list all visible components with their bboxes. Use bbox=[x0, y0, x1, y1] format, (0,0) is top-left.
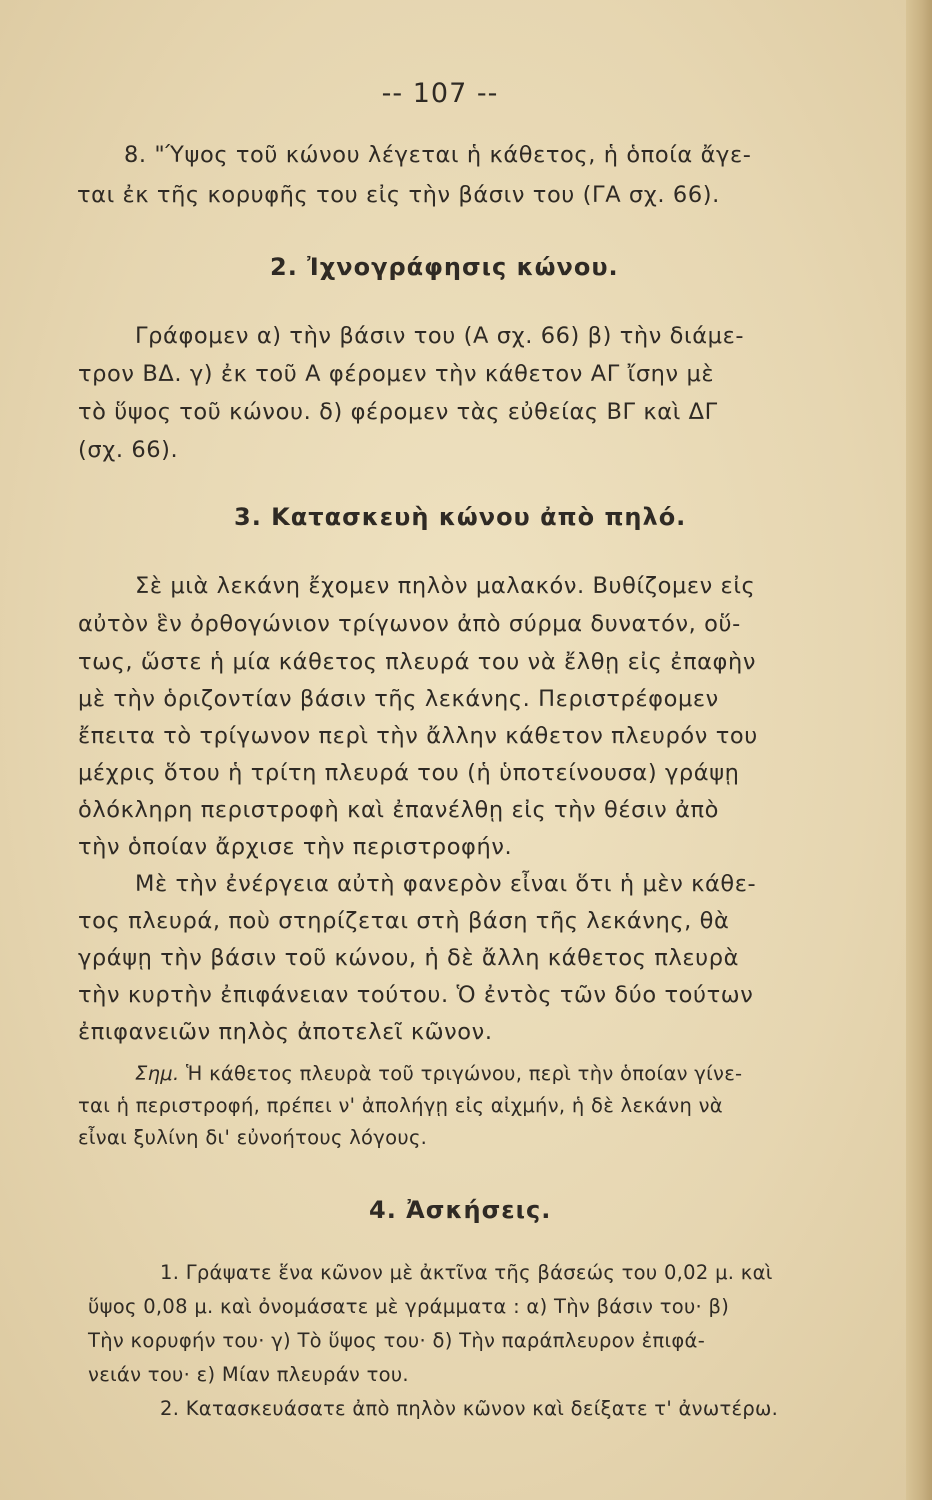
exercise-line: 2. Κατασκευάσατε ἀπὸ πηλὸν κῶνον καὶ δείξατε τ' ἀνωτέρω. bbox=[160, 1397, 779, 1420]
note-line: εἶναι ξυλίνη δι' εὐνοήτους λόγους. bbox=[78, 1126, 428, 1149]
note-line bbox=[135, 1062, 742, 1085]
exercise-line: 1. Γράψατε ἕνα κῶνον μὲ ἀκτῖνα τῆς βάσεώς του 0,02 μ. καὶ bbox=[160, 1261, 773, 1284]
page-number: -- 107 -- bbox=[381, 78, 499, 109]
text-line: γράψῃ τὴν βάσιν τοῦ κώνου, ἡ δὲ ἄλλη κάθετος πλευρὰ bbox=[78, 945, 740, 971]
note-line: ται ἡ περιστροφή, πρέπει ν' ἀπολήγῃ εἰς αἰχμήν, ἡ δὲ λεκάνη νὰ bbox=[78, 1094, 723, 1117]
text-line: μὲ τὴν ὁριζοντίαν βάσιν τῆς λεκάνης. Περιστρέφομεν bbox=[78, 686, 719, 712]
text-line: Σὲ μιὰ λεκάνη ἔχομεν πηλὸν μαλακόν. Βυθίζομεν εἰς bbox=[135, 573, 756, 599]
note-label: Σημ. bbox=[135, 1062, 180, 1085]
exercise-line: ὕψος 0,08 μ. καὶ ὀνομάσατε μὲ γράμματα : α) Τὴν βάσιν του· β) bbox=[88, 1295, 730, 1318]
exercise-line: νειάν του· ε) Μίαν πλευράν του. bbox=[88, 1363, 409, 1386]
text-line: τος πλευρά, ποὺ στηρίζεται στὴ βάση τῆς λεκάνης, θὰ bbox=[78, 908, 730, 934]
text-line: 8. "Ύψος τοῦ κώνου λέγεται ἡ κάθετος, ἡ ὁποία ἄγε- bbox=[124, 142, 752, 168]
section-heading: 4. Ἀσκήσεις. bbox=[369, 1196, 552, 1224]
section-heading: 3. Κατασκευὴ κώνου ἀπὸ πηλό. bbox=[234, 503, 687, 531]
section-heading: 2. Ἰχνογράφησις κώνου. bbox=[270, 253, 619, 281]
text-line: Γράφομεν α) τὴν βάσιν του (Α σχ. 66) β) τὴν διάμε- bbox=[135, 323, 745, 349]
text-line: αὐτὸν ἓν ὀρθογώνιον τρίγωνον ἀπὸ σύρμα δυνατόν, οὕ- bbox=[78, 611, 741, 637]
text-line: τὸ ὕψος τοῦ κώνου. δ) φέρομεν τὰς εὐθείας ΒΓ καὶ ΔΓ bbox=[78, 399, 718, 425]
text-line: τὴν ὁποίαν ἄρχισε τὴν περιστροφήν. bbox=[78, 834, 513, 860]
page-edge bbox=[906, 0, 932, 1500]
text-line: (σχ. 66). bbox=[78, 437, 179, 463]
text-line: μέχρις ὅτου ἡ τρίτη πλευρά του (ἡ ὑποτείνουσα) γράψῃ bbox=[78, 760, 740, 786]
exercise-line: Τὴν κορυφήν του· γ) Τὸ ὕψος του· δ) Τὴν παράπλευρον ἐπιφά- bbox=[88, 1329, 706, 1352]
note-text: Ἡ κάθετος πλευρὰ τοῦ τριγώνου, περὶ τὴν ὁποίαν γίνε- bbox=[186, 1062, 743, 1085]
text-line: ται ἐκ τῆς κορυφῆς του εἰς τὴν βάσιν του (ΓΑ σχ. 66). bbox=[77, 182, 720, 208]
text-line: τως, ὥστε ἡ μία κάθετος πλευρά του νὰ ἔλθῃ εἰς ἐπαφὴν bbox=[78, 649, 757, 675]
text-line: ἐπιφανειῶν πηλὸς ἀποτελεῖ κῶνον. bbox=[78, 1019, 493, 1045]
text-line: τὴν κυρτὴν ἐπιφάνειαν τούτου. Ὁ ἐντὸς τῶν δύο τούτων bbox=[78, 982, 754, 1008]
text-line: Μὲ τὴν ἐνέργεια αὐτὴ φανερὸν εἶναι ὅτι ἡ μὲν κάθε- bbox=[135, 871, 757, 897]
text-line: ἔπειτα τὸ τρίγωνον περὶ τὴν ἄλλην κάθετον πλευρόν του bbox=[78, 723, 758, 749]
text-line: ὁλόκληρη περιστροφὴ καὶ ἐπανέλθῃ εἰς τὴν θέσιν ἀπὸ bbox=[78, 797, 720, 823]
text-line: τρον ΒΔ. γ) ἐκ τοῦ Α φέρομεν τὴν κάθετον ΑΓ ἴσην μὲ bbox=[78, 361, 715, 387]
